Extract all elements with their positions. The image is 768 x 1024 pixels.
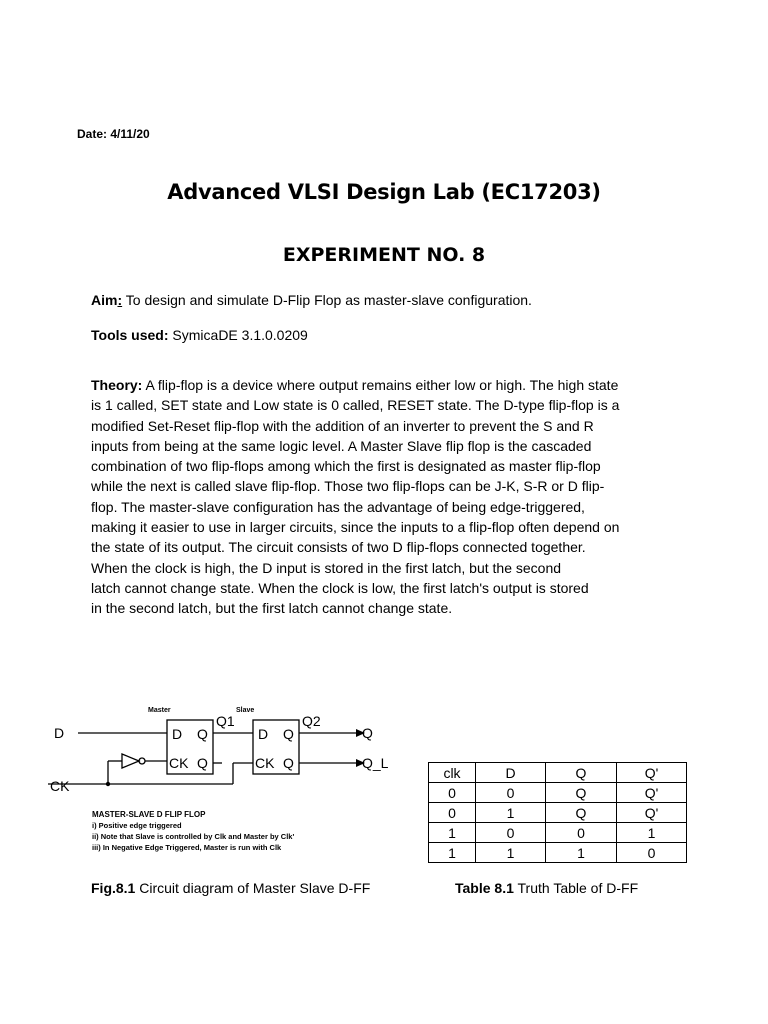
- truth-table: [428, 762, 687, 863]
- table-cell: 1: [617, 823, 687, 843]
- master-label: Master: [148, 707, 171, 714]
- table-row: [429, 823, 687, 843]
- aim-line: [91, 292, 532, 308]
- table-cell: Q: [546, 803, 617, 823]
- master-qbar-label: Q: [197, 755, 208, 771]
- table-header-row: [429, 763, 687, 783]
- table-cell: Q': [617, 783, 687, 803]
- master-q-label: Q: [197, 726, 208, 742]
- master-slave-circuit-diagram: [40, 700, 400, 860]
- table-cell: 1: [546, 843, 617, 863]
- table-row: [429, 803, 687, 823]
- table-cell: Q: [546, 783, 617, 803]
- q1-label: Q1: [216, 713, 235, 729]
- theory-line: latch cannot change state. When the clock is low, the first latch's output is stored: [91, 579, 589, 596]
- table-row: [429, 843, 687, 863]
- slave-ck-label: CK: [255, 755, 275, 771]
- ql-output-label: Q_L: [362, 755, 389, 771]
- slave-q-label: Q: [283, 726, 294, 742]
- master-d-label: D: [172, 726, 183, 742]
- table-cell: 1: [476, 803, 546, 823]
- theory-line: is 1 called, SET state and Low state is 0 called, RESET state. The D-type flip-flop is a: [91, 397, 620, 414]
- figure-caption-text: Circuit diagram of Master Slave D-FF: [135, 880, 371, 896]
- table-cell: 0: [476, 823, 546, 843]
- master-ck-label: CK: [169, 755, 189, 771]
- circuit-note: iii) In Negative Edge Triggered, Master is run with Clk: [92, 843, 282, 852]
- theory-line: making it easier to use in larger circuits, since the inputs to a flip-flop often depend on: [91, 519, 620, 536]
- table-cell: 0: [546, 823, 617, 843]
- table-cell: 0: [429, 783, 476, 803]
- tools-label: Tools used:: [91, 327, 169, 343]
- q2-label: Q2: [302, 713, 321, 729]
- table-header-cell: Q: [546, 763, 617, 783]
- table-caption-text: Truth Table of D-FF: [513, 880, 639, 896]
- theory-line: inputs from being at the same logic level. A Master Slave flip flop is the cascaded: [91, 437, 592, 454]
- slave-d-label: D: [258, 726, 269, 742]
- theory-line: When the clock is high, the D input is stored in the first latch, but the second: [91, 559, 562, 576]
- theory-text: A flip-flop is a device where output remains either low or high. The high state: [142, 377, 619, 393]
- table-cell: Q': [617, 803, 687, 823]
- table-header-cell: D: [476, 763, 546, 783]
- circuit-note: MASTER-SLAVE D FLIP FLOP: [92, 810, 206, 819]
- ck-input-label: CK: [50, 778, 70, 794]
- table-header-cell: clk: [429, 763, 476, 783]
- aim-text: To design and simulate D-Flip Flop as master-slave configuration.: [122, 292, 532, 308]
- aim-label: Aim: [91, 292, 118, 308]
- table-cell: 0: [429, 803, 476, 823]
- theory-line: the state of its output. The circuit consists of two D flip-flops connected together.: [91, 539, 586, 556]
- theory-label: Theory:: [91, 377, 143, 393]
- aim-colon: :: [117, 292, 123, 308]
- theory-line: flop. The master-slave configuration has the advantage of being edge-triggered,: [91, 498, 585, 515]
- table-header-cell: Q': [617, 763, 687, 783]
- table-cell: 1: [476, 843, 546, 863]
- table-cell: 1: [429, 843, 476, 863]
- theory-paragraph: [91, 375, 661, 619]
- document-title: Advanced VLSI Design Lab (EC17203): [167, 180, 601, 204]
- theory-line: modified Set-Reset flip-flop with the addition of an inverter to prevent the S and R: [91, 417, 594, 434]
- theory-line: combination of two flip-flops among which the first is designated as master flip-flop: [91, 458, 601, 475]
- experiment-number: EXPERIMENT NO. 8: [282, 244, 486, 266]
- table-cell: 0: [617, 843, 687, 863]
- tools-text: SymicaDE 3.1.0.0209: [168, 327, 308, 343]
- table-cell: 0: [476, 783, 546, 803]
- slave-label: Slave: [236, 707, 255, 714]
- theory-line: in the second latch, but the first latch cannot change state.: [91, 600, 453, 617]
- figure-caption-label: Fig.8.1: [91, 880, 136, 896]
- theory-line: [91, 375, 661, 395]
- table-row: [429, 783, 687, 803]
- q-output-label: Q: [362, 725, 373, 741]
- table-caption: [455, 880, 638, 896]
- circuit-note: i) Positive edge triggered: [92, 821, 182, 830]
- tools-line: [91, 327, 308, 343]
- figure-caption: [91, 880, 370, 896]
- circuit-note: ii) Note that Slave is controlled by Clk and Master by Clk': [92, 832, 295, 841]
- slave-qbar-label: Q: [283, 755, 294, 771]
- date: Date: 4/11/20: [77, 127, 150, 141]
- table-caption-label: Table 8.1: [455, 880, 514, 896]
- table-cell: 1: [429, 823, 476, 843]
- theory-line: while the next is called slave flip-flop. Those two flip-flops can be J-K, S-R or D flip-: [91, 478, 605, 495]
- d-input-label: D: [54, 725, 65, 741]
